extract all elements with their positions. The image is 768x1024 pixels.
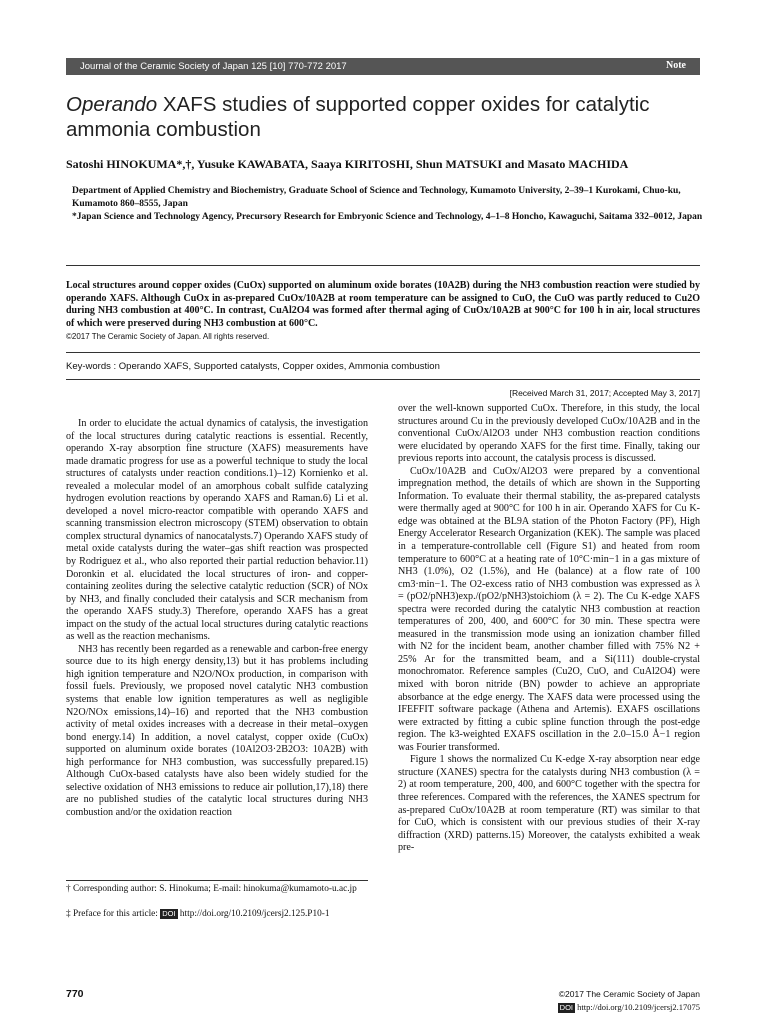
page-number: 770 bbox=[66, 988, 84, 1000]
article-title: Operando XAFS studies of supported copper oxides for catalytic ammonia combustion bbox=[66, 93, 650, 141]
affiliation-2: *Japan Science and Technology Agency, Precursory Research for Embryonic Science and Technology, 4–1–8 Honcho, Kawaguchi, Saitama 332–0012, Japan bbox=[72, 212, 703, 222]
paragraph: NH3 has recently been regarded as a renewable and carbon-free energy source due to its high energy density,13) but it has problems including high ignition temperature and N2O/NOx production, in comparison with fossil fuels. Previously, we proposed novel catalytic NH3 combustion systems that enable low ignition temperatures as well as negligible N2O/NOx emissions,14)–16) and reported that the NH3 combustion activity of metal oxides increases with a decrease in their metal–oxygen bond energy.14) In addition, a novel catalyst, copper oxide (CuOx) supported on aluminum oxide borates (10Al2O3·2B2O3: 10A2B) with high performance for NH3 combustion, was successfully prepared.15) Although CuOx-based catalysts have also been widely studied for the selective oxidation of NH3 emissions to reduce air pollution,17),18) there are no published studies of the catalytic local structures during NH3 combustion and/or the oxidation reaction bbox=[66, 643, 368, 818]
divider bbox=[66, 352, 700, 353]
preface-doi-link[interactable]: http://doi.org/10.2109/jcersj2.125.P10-1 bbox=[179, 909, 330, 919]
divider bbox=[66, 265, 700, 266]
article-doi-link[interactable]: http://doi.org/10.2109/jcersj2.17075 bbox=[577, 1002, 700, 1012]
journal-header-bar bbox=[66, 58, 700, 75]
paragraph: over the well-known supported CuOx. Therefore, in this study, the local structures around Cu in the previously developed CuOx/10A2B and in the conventional CuOx/Al2O3 under NH3 combustion reaction conditions were elucidated by operando XAFS for the first time. Finally, taking our previous reports into account, the catalysis process is discussed. bbox=[398, 403, 700, 465]
footnote-divider bbox=[66, 880, 368, 881]
body-column-right bbox=[398, 403, 700, 855]
footer-copyright: ©2017 The Ceramic Society of Japan bbox=[558, 989, 700, 999]
abstract-copyright: ©2017 The Ceramic Society of Japan. All rights reserved. bbox=[66, 332, 270, 341]
journal-citation: Journal of the Ceramic Society of Japan 125 [10] 770-772 2017 bbox=[80, 61, 347, 72]
body-column-left bbox=[66, 418, 368, 820]
footer-info bbox=[558, 988, 700, 1014]
paragraph: Figure 1 shows the normalized Cu K-edge X-ray absorption near edge structure (XANES) spectra for the catalysts during NH3 combustion (λ = 2) at room temperature, 200, 400, and 600°C together with the spectra for three references. Compared with the references, the XANES spectrum for as-prepared CuOx/10A2B at room temperature (RT) was similar to that for CuO, which is consistent with our previous studies of their X-ray diffraction (XRD) patterns.15) Moreover, the catalysts exhibited a weak pre- bbox=[398, 754, 700, 854]
keywords: Key-words : Operando XAFS, Supported catalysts, Copper oxides, Ammonia combustion bbox=[66, 361, 440, 372]
abstract: Local structures around copper oxides (CuOx) supported on aluminum oxide borates (10A2B) during the NH3 combustion reaction were studied by operando XAFS. Although CuOx in as-prepared CuOx/10A2B at room temperature can be assigned to CuO, the CuO was partly reduced to Cu2O during NH3 combustion at 400°C. In contrast, CuAl2O4 was formed after thermal aging of CuOx/10A2B at 900°C for 100 h in air, local structures of which were preserved during NH3 combustion at 600°C. bbox=[66, 280, 700, 329]
doi-icon: DOI bbox=[162, 909, 176, 918]
article-type: Note bbox=[666, 60, 686, 71]
paragraph: CuOx/10A2B and CuOx/Al2O3 were prepared by a conventional impregnation method, the details of which are shown in the Supporting Information. To evaluate their thermal stability, the as-prepared catalysts were thermally aged at 900°C for 100 h in air. Operando XAFS for Cu K-edge was obtained at the BL9A station of the Photon Factory (PF), High Energy Accelerator Research Organization (KEK). The sample was placed in a temperature-controllable cell (Figure S1) and heated from room temperature to 600°C at a heating rate of 10°C·min−1 in a gas mixture of NH3 (1.0%), O2 (1.5%), and He (balance) at a flow rate of 100 cm3·min−1. The O2-excess ratio of NH3 combustion was expressed as λ = (pO2/pNH3)exp./(pO2/pNH3)stoichiom (λ = 2). The Cu K-edge XAFS spectra were recorded during the catalytic NH3 combustion at reaction temperatures of 200, 400, and 600°C for 30 min. These spectra were measured in the transmission mode using an ionization chamber filled with N2 for the incident beam, another chamber filled with 75% N2 + 25% Ar for the transmitted beam, and a Si(111) double-crystal monochromator. Reference samples (Cu2O, CuO, and CuAl2O4) were mixed with boron nitride (BN) powder to achieve an appropriate absorbance at the edge energy. The XAFS data were processed using the IFEFFIT software package (Athena and Artemis). EXAFS oscillations were extracted by fitting a cubic spline function through the post-edge region. The k3-weighted EXAFS oscillation in the 2.0–15.0 Å−1 region was Fourier transformed. bbox=[398, 465, 700, 753]
received-dates: [Received March 31, 2017; Accepted May 3, 2017] bbox=[509, 388, 700, 398]
affiliation-1: Department of Applied Chemistry and Biochemistry, Graduate School of Science and Technology, Kumamoto University, 2–39–1 Kurokami, Chuo-ku, Kumamoto 860–8555, Japan bbox=[72, 186, 681, 209]
footnote-preface: ‡ Preface for this article: DOI http://doi.org/10.2109/jcersj2.125.P10-1 bbox=[66, 909, 330, 919]
footnote-corresponding-author: † Corresponding author: S. Hinokuma; E-mail: hinokuma@kumamoto-u.ac.jp bbox=[66, 884, 357, 894]
paragraph: In order to elucidate the actual dynamics of catalysis, the investigation of the local structures during catalytic reactions is essential. Recently, operando X-ray absorption fine structure (XAFS) measurements have made dramatic progress for use as a powerful technique to study the local structures of catalysts under reaction conditions.1)–12) Kornienko et al. revealed a molecular model of an amorphous cobalt sulfide catalyzing hydrogen evolution reactions by operando XAFS and Raman.6) Li et al. developed a novel micro-reactor compatible with operando XAFS and scanning transmission electron microscopy (STEM) observation to obtain complex structural dynamics of nanocatalysts.7) Operando XAFS study of metal oxide catalysts during the water–gas shift reaction was prospected by Rodriguez et al., who also reported their partial reduction behavior.11) Doronkin et al. elucidated the local structures of iron- and copper-containing zeolites during the selective catalytic reduction (SCR) of NOx by NH3, and finally concluded their catalysis and SCR mechanism from the operando XAFS study.3) Therefore, operando XAFS has a great impact on the study of the actual local structures during catalytic reactions as well as the reaction mechanisms. bbox=[66, 418, 368, 643]
doi-icon: DOI bbox=[559, 1003, 574, 1012]
divider bbox=[66, 379, 700, 380]
author-list: Satoshi HINOKUMA*,†, Yusuke KAWABATA, Saaya KIRITOSHI, Shun MATSUKI and Masato MACHIDA bbox=[66, 157, 629, 171]
